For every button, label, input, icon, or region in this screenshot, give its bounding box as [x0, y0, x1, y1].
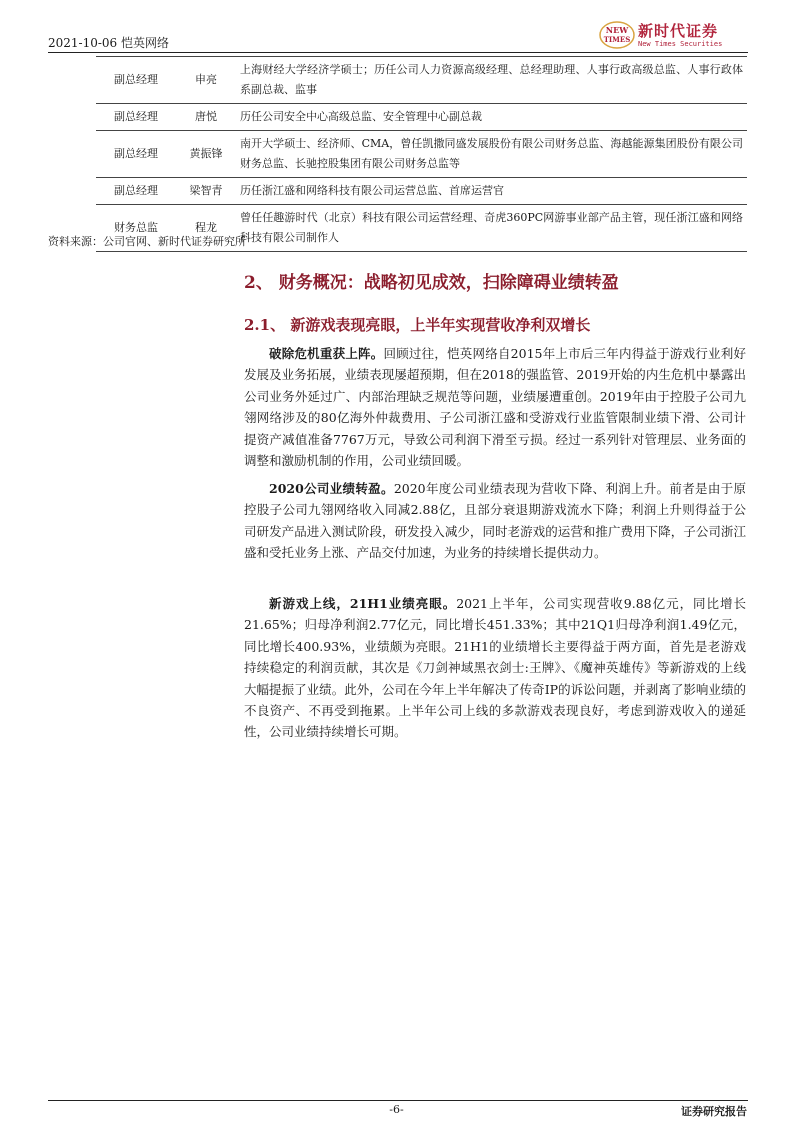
- paragraph: [244, 478, 746, 564]
- logo-english-name: New Times Securities: [638, 40, 723, 48]
- page-header: [48, 20, 748, 50]
- table-row: [96, 131, 747, 178]
- exec-title: 副总经理: [96, 104, 176, 131]
- subsection-heading: 2.1、 新游戏表现亮眼，上半年实现营收净利双增长: [244, 316, 591, 334]
- paragraph-body: 回顾过往，恺英网络自2015年上市后三年内得益于游戏行业利好发展及业务拓展，业绩表现屡超预期，但在2018的强监管、2019开始的内生危机中暴露出公司业务外延过广、内部治理缺乏规范等问题，业绩屡遭重创。2019年由于控股子公司九翎网络涉及的80亿海外仲裁费用、子公司浙江盛和受游戏行业监管限制业绩下滑、公司计提资产减值准备7767万元，导致公司利润下滑至亏损。经过一系列针对管理层、业务面的调整和激励机制的作用，公司业绩回暖。: [244, 346, 746, 469]
- table-row: [96, 178, 747, 205]
- new-times-logo-icon: [598, 20, 636, 50]
- footer-divider: [48, 1100, 748, 1101]
- exec-name: 申亮: [176, 57, 236, 104]
- management-table: [96, 56, 747, 252]
- exec-bio: 历任浙江盛和网络科技有限公司运营总监、首席运营官: [236, 178, 747, 205]
- paragraph: [244, 593, 746, 743]
- paragraph-body: 2020年度公司业绩表现为营收下降、利润上升。前者是由于原控股子公司九翎网络收入同减2.88亿，且部分衰退期游戏流水下降；利润上升则得益于公司研发产品进入测试阶段，研发投入减少，同时老游戏的运营和推广费用下降，子公司浙江盛和受托业务上涨、产品交付加速，为业务的持续增长提供动力。: [244, 481, 746, 561]
- svg-text:NEW: NEW: [605, 25, 629, 35]
- paragraph-lead: 新游戏上线，21H1业绩亮眼。: [269, 596, 457, 611]
- exec-title: 副总经理: [96, 57, 176, 104]
- footer-label: 证券研究报告: [681, 1105, 747, 1118]
- svg-text:TIMES: TIMES: [603, 35, 631, 44]
- paragraph-lead: 破除危机重获上阵。: [269, 346, 384, 361]
- header-date-company: 2021-10-06 恺英网络: [48, 36, 170, 50]
- exec-title: 财务总监: [96, 205, 176, 252]
- exec-name: 梁智青: [176, 178, 236, 205]
- exec-bio: 历任公司安全中心高级总监、安全管理中心副总裁: [236, 104, 747, 131]
- header-divider: [48, 52, 748, 53]
- exec-title: 副总经理: [96, 131, 176, 178]
- exec-bio: 南开大学硕士、经济师、CMA，曾任凯撒同盛发展股份有限公司财务总监、海越能源集团股份有限公司财务总监、长驰控股集团有限公司财务总监等: [236, 131, 747, 178]
- table-row: [96, 104, 747, 131]
- paragraph-body: 2021上半年，公司实现营收9.88亿元，同比增长21.65%；归母净利润2.77亿元，同比增长451.33%；其中21Q1归母净利润1.49亿元，同比增长400.93%，业绩颇为亮眼。21H1的业绩增长主要得益于两方面，首先是老游戏持续稳定的利润贡献，其次是《刀剑神域黑衣剑士:王牌》、《魔神英雄传》等新游戏的上线大幅提振了业绩。此外，公司在今年上半年解决了传奇IP的诉讼问题，并剥离了影响业绩的不良资产、不再受到拖累。上半年公司上线的多款游戏表现良好，考虑到游戏收入的递延性，公司业绩持续增长可期。: [244, 596, 746, 740]
- table-row: [96, 57, 747, 104]
- exec-name: 黄振锋: [176, 131, 236, 178]
- exec-bio: 曾任任趣游时代（北京）科技有限公司运营经理、奇虎360PC网游事业部产品主管，现任浙江盛和网络科技有限公司制作人: [236, 205, 747, 252]
- logo-chinese-name: 新时代证券: [638, 22, 719, 40]
- section-heading: 2、 财务概况：战略初见成效，扫除障碍业绩转盈: [244, 273, 619, 293]
- exec-name: 唐悦: [176, 104, 236, 131]
- exec-title: 副总经理: [96, 178, 176, 205]
- paragraph: [244, 343, 746, 471]
- exec-name: 程龙: [176, 205, 236, 252]
- brand-logo: [598, 20, 748, 50]
- exec-bio: 上海财经大学经济学硕士；历任公司人力资源高级经理、总经理助理、人事行政高级总监、人事行政体系副总裁、监事: [236, 57, 747, 104]
- paragraph-lead: 2020公司业绩转盈。: [269, 481, 394, 496]
- source-note: 资料来源：公司官网、新时代证券研究所: [48, 235, 246, 248]
- page-number: -6-: [389, 1103, 404, 1116]
